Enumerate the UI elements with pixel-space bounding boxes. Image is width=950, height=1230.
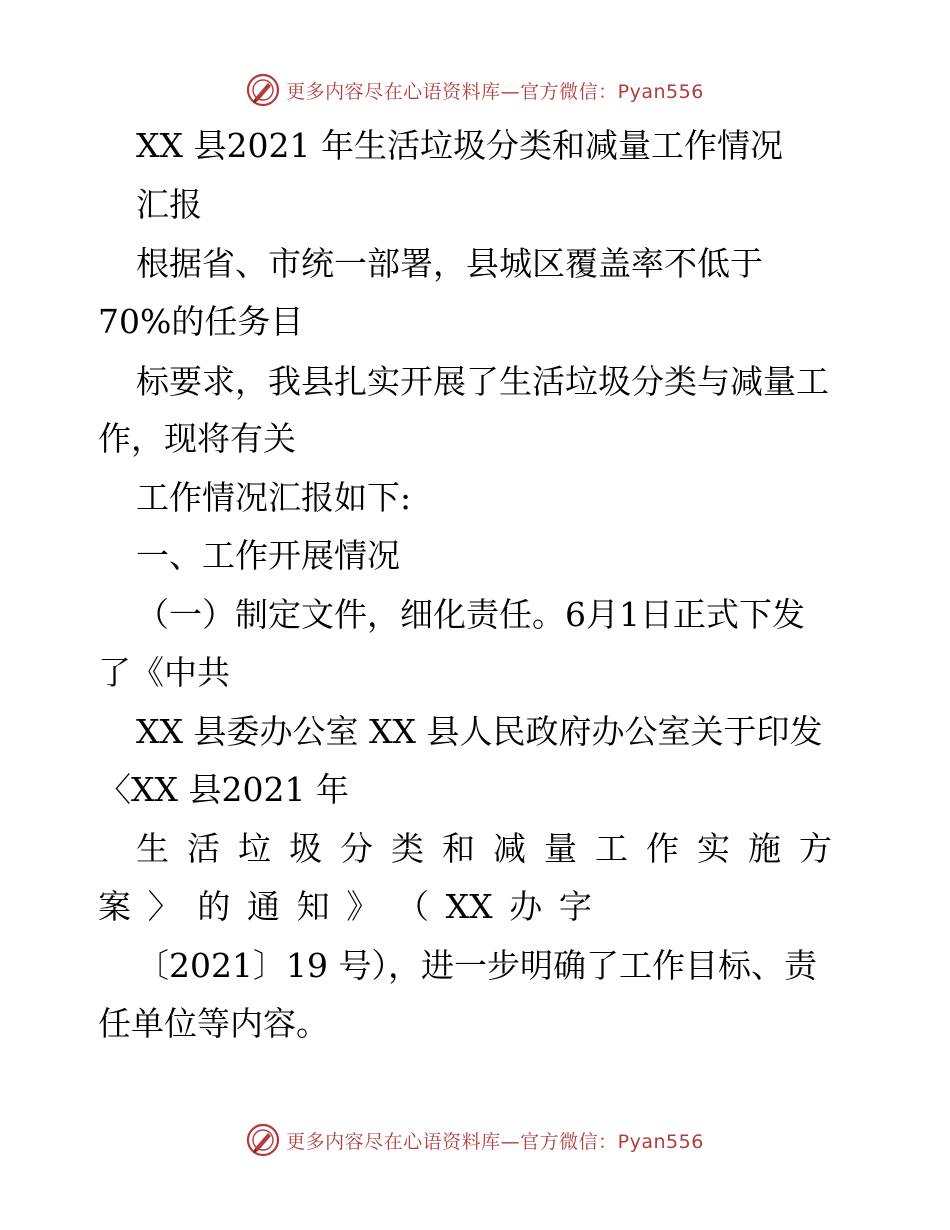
char: 生 [136,829,169,868]
watermark-text: 更多内容尽在心语资料库—官方微信：Pyan556 [286,80,704,103]
char: 减 [493,829,526,868]
char: 通 [246,887,280,926]
char: 施 [748,829,781,868]
char: 作 [646,829,679,868]
spaced-line-1 [136,829,832,869]
paragraph-line: （一）制定文件，细化责任。6月1日正式下发 [136,595,805,634]
char: 知 [296,887,330,926]
spaced-line-2 [98,887,592,927]
char: 类 [391,829,424,868]
doc-title-line-2: 汇报 [136,185,202,224]
paragraph-line: 标要求，我县扎实开展了生活垃圾分类与减量工 [136,362,829,401]
char: 实 [697,829,730,868]
paragraph-line: 作，现将有关 [98,419,296,458]
char: 方 [799,829,832,868]
char: （ [395,887,429,926]
paragraph-line: 根据省、市统一部署，县城区覆盖率不低于 [136,244,763,283]
paragraph-line: 70%的任务目 [98,302,304,341]
char: 字 [558,887,592,926]
watermark-header [0,70,950,110]
char: 办 [509,887,543,926]
paragraph-line: 〈XX 县2021 年 [98,770,349,809]
paragraph-line: 工作情况汇报如下: [136,478,412,517]
char: 垃 [238,829,271,868]
char: 工 [595,829,628,868]
doc-title-line-1: XX 县2021 年生活垃圾分类和减量工作情况 [136,126,783,165]
section-heading: 一、工作开展情况 [136,536,400,575]
char: 〉 [147,887,181,926]
paragraph-line: XX 县委办公室 XX 县人民政府办公室关于印发 [136,712,823,751]
paragraph-line: 了《中共 [98,653,230,692]
pen-logo-icon [246,1123,280,1157]
paragraph-line: 〔2021〕19 号），进一步明确了工作目标、责 [136,946,817,985]
char: XX [445,887,493,926]
watermark-text: 更多内容尽在心语资料库—官方微信：Pyan556 [286,1130,704,1153]
char: 活 [187,829,220,868]
watermark-footer [0,1120,950,1160]
paragraph-line: 任单位等内容。 [98,1004,329,1043]
char: 和 [442,829,475,868]
char: 圾 [289,829,322,868]
char: 的 [197,887,231,926]
pen-logo-icon [246,73,280,107]
char: 量 [544,829,577,868]
char: 》 [346,887,380,926]
char: 案 [98,887,131,926]
char: 分 [340,829,373,868]
